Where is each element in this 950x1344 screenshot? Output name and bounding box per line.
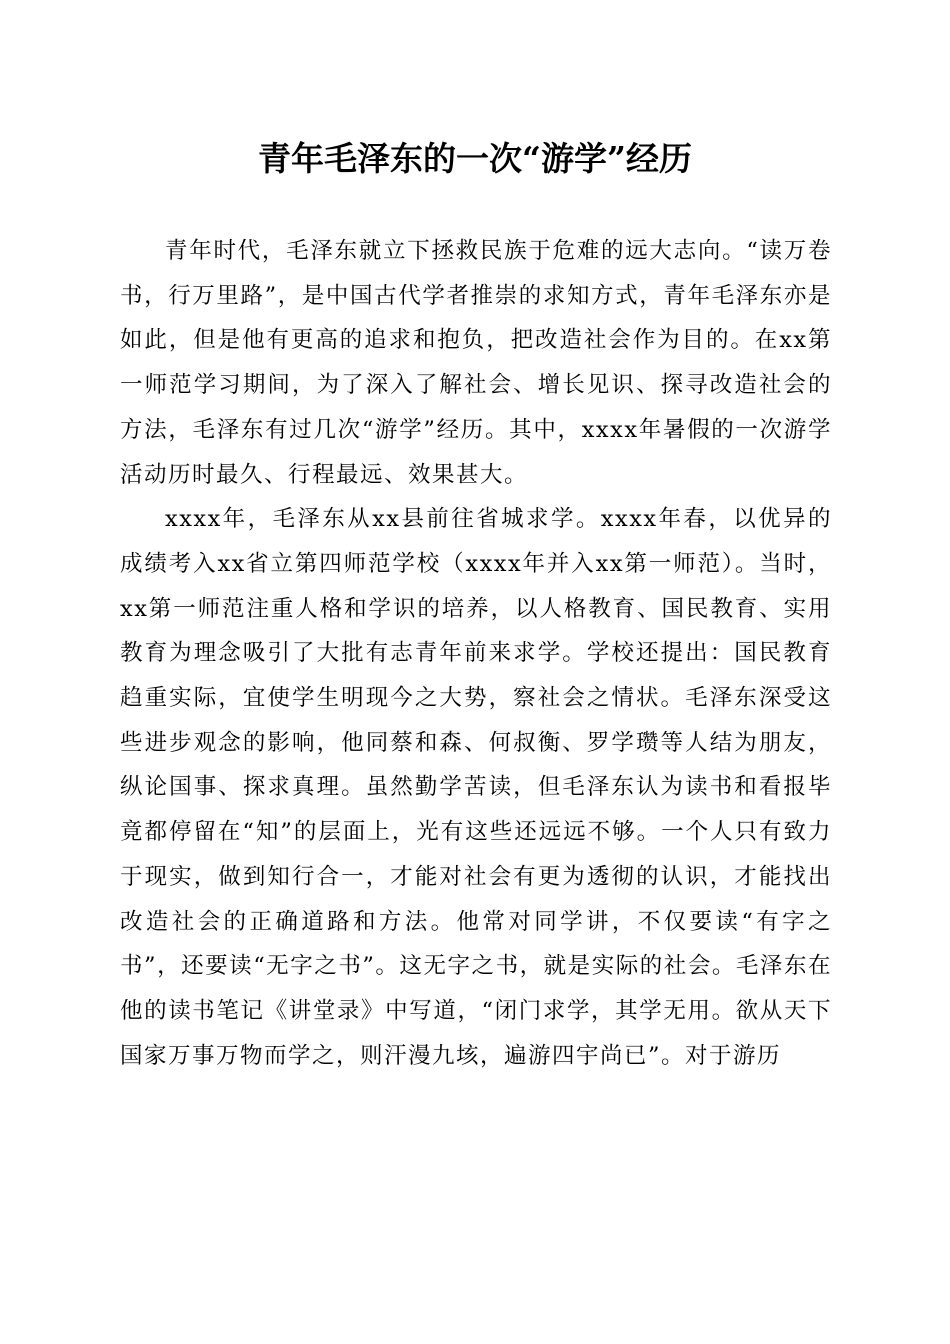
paragraph-2: xxxx年，毛泽东从xx县前往省城求学。xxxx年春，以优异的成绩考入xx省立第四师范学校（xxxx年并入xx第一师范）。当时，xx第一师范注重人格和学识的培养，以人格教育、国民教育、实用教育为理念吸引了大批有志青年前来求学。学校还提出：国民教育趋重实际，宜使学生明现今之大势，察社会之情状。毛泽东深受这些进步观念的影响，他同蔡和森、何叔衡、罗学瓒等人结为朋友，纵论国事、探求真理。虽然勤学苦读，但毛泽东认为读书和看报毕竟都停留在“知”的层面上，光有这些还远远不够。一个人只有致力于现实，做到知行合一，才能对社会有更为透彻的认识，才能找出改造社会的正确道路和方法。他常对同学讲，不仅要读“有字之书”，还要读“无字之书”。这无字之书，就是实际的社会。毛泽东在他的读书笔记《讲堂录》中写道，“闭门求学，其学无用。欲从天下国家万事万物而学之，则汗漫九垓，遍游四宇尚已”。对于游历 [120, 506, 832, 1069]
paragraph-1: 青年时代，毛泽东就立下拯救民族于危难的远大志向。“读万卷书，行万里路”，是中国古代学者推崇的求知方式，青年毛泽东亦是如此，但是他有更高的追求和抱负，把改造社会作为目的。在xx第一师范学习期间，为了深入了解社会、增长见识、探寻改造社会的方法，毛泽东有过几次“游学”经历。其中，xxxx年暑假的一次游学活动历时最久、行程最远、效果甚大。 [120, 238, 832, 488]
document-body [120, 229, 832, 1078]
document-title: 青年毛泽东的一次“游学”经历 [258, 139, 692, 178]
